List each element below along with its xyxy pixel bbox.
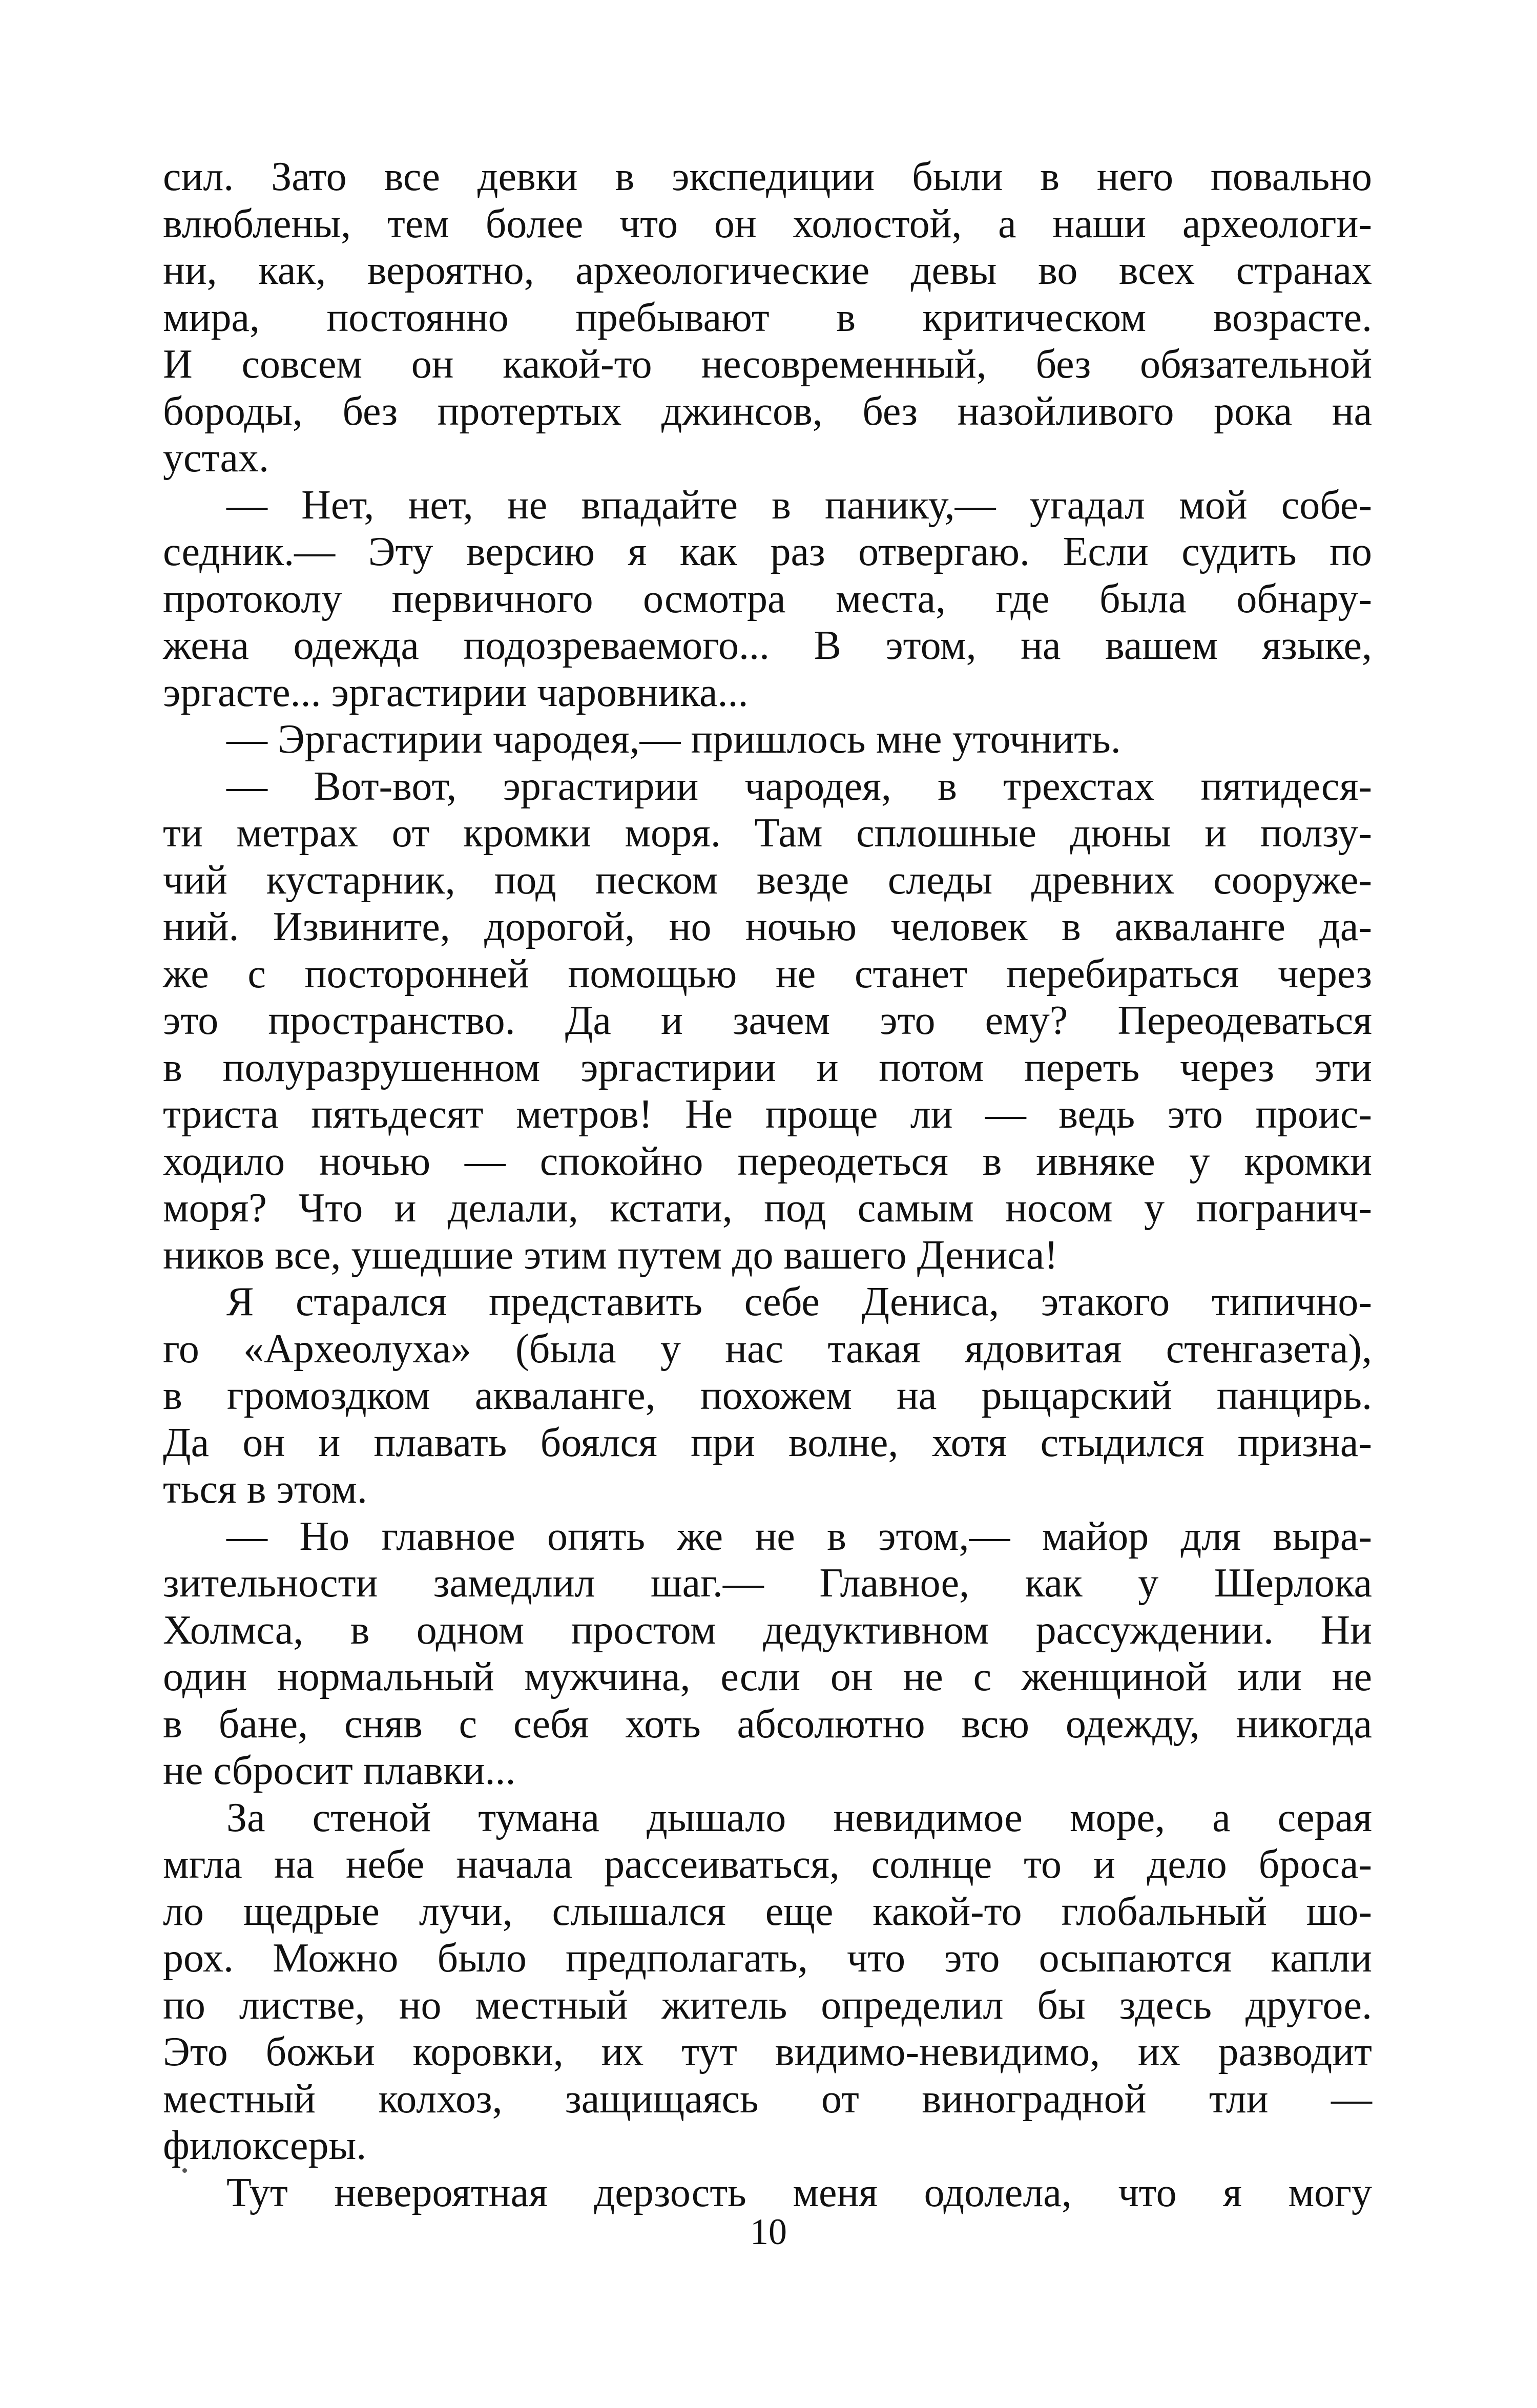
text-line: моря? Что и делали, кстати, под самым носом у погранич- <box>163 1186 1372 1231</box>
text-line: Да он и плавать боялся при волне, хотя стыдился призна- <box>163 1420 1372 1465</box>
text-line: сил. Зато все девки в экспедиции были в него повально <box>163 154 1372 199</box>
text-line: влюблены, тем более что он холостой, а наши археологи- <box>163 201 1372 246</box>
text-line: же с посторонней помощью не станет перебираться через <box>163 951 1372 997</box>
text-line: ло щедрые лучи, слышался еще какой-то глобальный шо- <box>163 1888 1372 1934</box>
text-line: мгла на небе начала рассеиваться, солнце то и дело броса- <box>163 1842 1372 1887</box>
text-line: не сбросит плавки... <box>163 1748 516 1793</box>
text-line: триста пятьдесят метров! Не проще ли — ведь это проис- <box>163 1092 1372 1137</box>
text-line: в громоздком акваланге, похожем на рыцарский панцирь. <box>163 1373 1372 1418</box>
text-line: жена одежда подозреваемого... В этом, на вашем языке, <box>163 623 1372 668</box>
text-line: го «Археолуха» (была у нас такая ядовитая стенгазета), <box>163 1326 1372 1372</box>
text-line: Холмса, в одном простом дедуктивном рассуждении. Ни <box>163 1607 1372 1653</box>
text-line: протоколу первичного осмотра места, где была обнару- <box>163 576 1372 621</box>
text-line: ходило ночью — спокойно переодеться в ивняке у кромки <box>163 1138 1372 1184</box>
text-line: ти метрах от кромки моря. Там сплошные дюны и ползу- <box>163 811 1372 856</box>
text-line: Тут невероятная дерзость меня одолела, что я могу <box>226 2170 1372 2215</box>
text-line: рох. Можно было предполагать, что это осыпаются капли <box>163 1936 1372 1981</box>
text-line: в полуразрушенном эргастирии и потом переть через эти <box>163 1045 1372 1090</box>
text-line: — Но главное опять же не в этом,— майор для выра- <box>226 1513 1372 1559</box>
text-line: ться в этом. <box>163 1467 367 1512</box>
text-line: филоксеры. <box>163 2123 367 2168</box>
text-line: зительности замедлил шаг.— Главное, как у Шерлока <box>163 1561 1372 1606</box>
text-line: Я старался представить себе Дениса, этакого типично- <box>226 1279 1372 1324</box>
text-line: Это божьи коровки, их тут видимо-невидимо, их разводит <box>163 2029 1372 2074</box>
text-line: бороды, без протертых джинсов, без назойливого рока на <box>163 388 1372 434</box>
text-line: седник.— Эту версию я как раз отвергаю. Если судить по <box>163 529 1372 574</box>
text-line: — Эргастирии чародея,— пришлось мне уточнить. <box>226 717 1121 762</box>
text-line: ников все, ушедшие этим путем до вашего Дениса! <box>163 1232 1058 1278</box>
text-line: мира, постоянно пребывают в критическом возрасте. <box>163 295 1372 340</box>
print-speck <box>182 2168 187 2173</box>
text-line: За стеной тумана дышало невидимое море, а серая <box>226 1795 1372 1840</box>
text-line: ний. Извините, дорогой, но ночью человек в акваланге да- <box>163 904 1372 949</box>
text-line: в бане, сняв с себя хоть абсолютно всю одежду, никогда <box>163 1701 1372 1747</box>
text-line: местный колхоз, защищаясь от виноградной тли — <box>163 2076 1372 2122</box>
text-line: ни, как, вероятно, археологические девы во всех странах <box>163 248 1372 293</box>
text-line: — Нет, нет, не впадайте в панику,— угадал мой собе- <box>226 482 1372 528</box>
body-text <box>163 154 1372 2216</box>
text-line: один нормальный мужчина, если он не с женщиной или не <box>163 1654 1372 1699</box>
text-line: эргасте... эргастирии чаровника... <box>163 670 749 715</box>
text-line: устах. <box>163 435 269 481</box>
text-line: это пространство. Да и зачем это ему? Переодеваться <box>163 998 1372 1043</box>
text-line: чий кустарник, под песком везде следы древних сооруже- <box>163 857 1372 903</box>
text-line: — Вот-вот, эргастирии чародея, в трехстах пятидеся- <box>226 763 1372 809</box>
text-line: по листве, но местный житель определил бы здесь другое. <box>163 1982 1372 2028</box>
page-number: 10 <box>750 2211 787 2252</box>
text-line: И совсем он какой-то несовременный, без обязательной <box>163 342 1372 387</box>
